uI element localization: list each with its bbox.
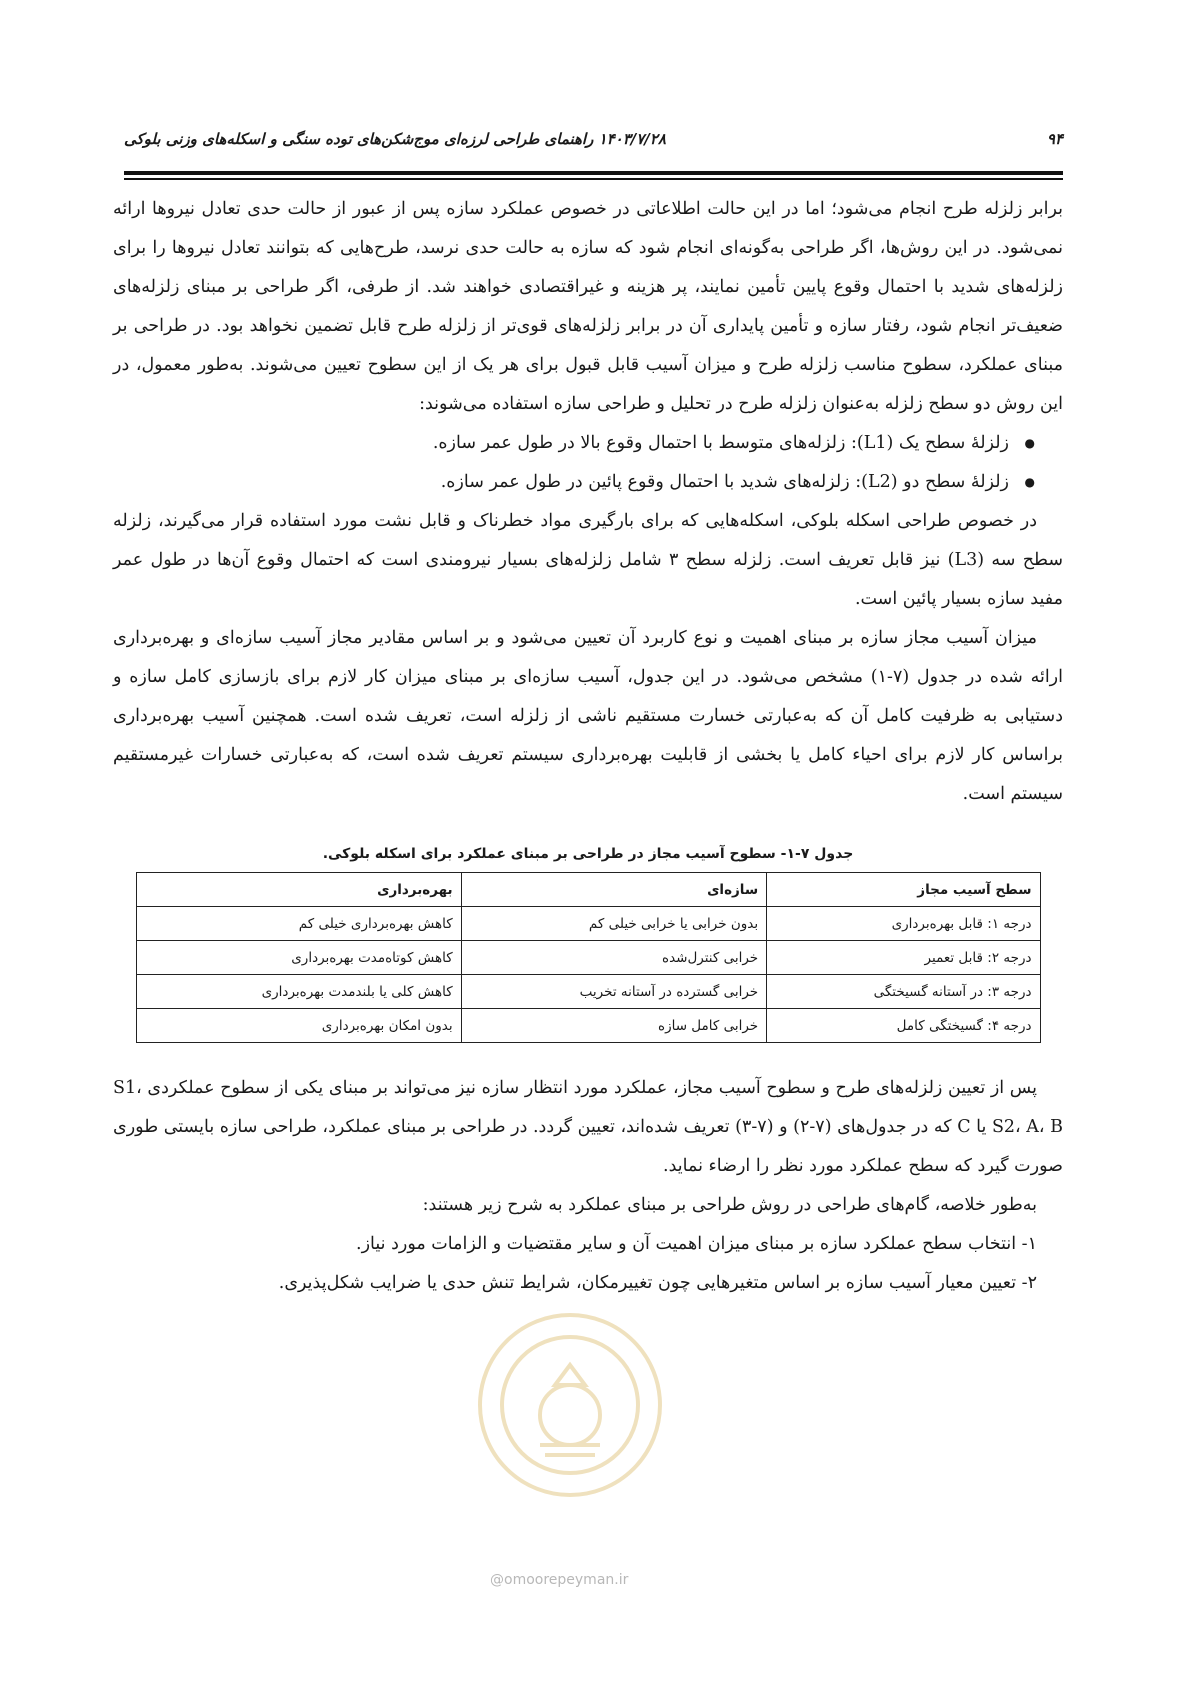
table-row (136, 907, 1040, 941)
design-step-2: ۲- تعیین معیار آسیب سازه بر اساس متغیرهایی چون تغییرمکان، شرایط تنش حدی یا ضرایب شکل‌پذیری. (278, 1273, 1037, 1293)
table-cell: خرابی کنترل‌شده (461, 941, 767, 975)
table-cell: کاهش کلی یا بلندمدت بهره‌برداری (136, 975, 461, 1009)
damage-levels-table (136, 872, 1041, 1043)
table-caption: جدول ۷-۱- سطوح آسیب مجاز در طراحی بر مبنای عملکرد برای اسکله بلوکی. (322, 846, 854, 862)
header-rule-thin (124, 178, 1063, 180)
table-cell: بدون خرابی یا خرابی خیلی کم (461, 907, 767, 941)
table-cell: بدون امکان بهره‌برداری (136, 1009, 461, 1043)
table-cell: درجه ۱: قابل بهره‌برداری (767, 907, 1040, 941)
table-row (136, 1009, 1040, 1043)
table-cell: درجه ۴: گسیختگی کامل (767, 1009, 1040, 1043)
watermark-seal-icon (470, 1305, 670, 1505)
page-number: ۹۴ (1046, 130, 1063, 148)
paragraph-4: پس از تعیین زلزله‌های طرح و سطوح آسیب مجاز، عملکرد مورد انتظار سازه نیز می‌تواند بر مبنای یکی از سطوح عملکردی S1، S2، A، B یا C که در جدول‌های (۷-۲) و (۷-۳) تعریف شده‌اند، تعیین گردد. در طراحی بر مبنای عملکرد، طراحی سازه بایستی طوری صورت گیرد که سطح عملکرد مورد نظر را ارضاء نماید. (113, 1078, 1063, 1176)
paragraph-3: میزان آسیب مجاز سازه بر مبنای اهمیت و نوع کاربرد آن تعیین می‌شود و بر اساس مقادیر مجاز آسیب سازه‌ای و بهره‌برداری ارائه شده در جدول (۷-۱) مشخص می‌شود. در این جدول، آسیب سازه‌ای بر مبنای میزان کار لازم برای بازسازی کامل سازه و دستیابی به ظرفیت کامل آن که به‌عبارتی خسارت مستقیم ناشی از زلزله است، تعریف شده است. همچنین آسیب بهره‌برداری براساس کار لازم برای احیاء کامل یا بخشی از قابلیت بهره‌برداری سیستم تعریف شده است، که به‌عبارتی خسارات غیرمستقیم سیستم است. (113, 628, 1063, 804)
paragraph-2: در خصوص طراحی اسکله بلوکی، اسکله‌هایی که برای بارگیری مواد خطرناک و قابل نشت مورد استفاده قرار می‌گیرند، زلزله سطح سه (L3) نیز قابل تعریف است. زلزله سطح ۳ شامل زلزله‌های بسیار نیرومندی است که احتمال وقوع آن‌ها در طول عمر مفید سازه بسیار پائین است. (113, 511, 1064, 609)
table-cell: درجه ۳: در آستانه گسیختگی (767, 975, 1040, 1009)
table-row (136, 941, 1040, 975)
table-cell: کاهش بهره‌برداری خیلی کم (136, 907, 461, 941)
table-cell: خرابی کامل سازه (461, 1009, 767, 1043)
header-rule-thick (124, 171, 1063, 175)
table-cell: کاهش کوتاه‌مدت بهره‌برداری (136, 941, 461, 975)
earthquake-levels-list (113, 424, 1063, 502)
table-header-cell: بهره‌برداری (136, 873, 461, 907)
paragraph-1: برابر زلزله طرح انجام می‌شود؛ اما در این حالت اطلاعاتی در خصوص عملکرد سازه پس از عبور از حالت حدی تعادل نیروها ارائه نمی‌شود. در این روش‌ها، اگر طراحی به‌گونه‌ای انجام شود که سازه به حالت حدی نرسد، طرح‌هایی که بتوانند تعادل نیروها را برای زلزله‌های شدید با احتمال وقوع پایین تأمین نمایند، پر هزینه و غیراقتصادی خواهند شد. از طرفی، اگر طراحی بر مبنای زلزله‌های ضعیف‌تر انجام شود، رفتار سازه و تأمین پایداری آن در برابر زلزله‌های قوی‌تر از زلزله طرح قابل تضمین نخواهد بود. در طراحی بر مبنای عملکرد، سطوح مناسب زلزله طرح و میزان آسیب قابل قبول برای هر یک از این سطوح تعیین می‌شوند. به‌طور معمول، در این روش دو سطح زلزله به‌عنوان زلزله طرح در تحلیل و طراحی سازه استفاده می‌شوند: (113, 199, 1063, 414)
table-cell: درجه ۲: قابل تعمیر (767, 941, 1040, 975)
table-header-cell: سازه‌ای (461, 873, 767, 907)
table-header-row (136, 873, 1040, 907)
watermark-url: @omoorepeyman.ir (490, 1572, 629, 1588)
table-cell: خرابی گسترده در آستانه تخریب (461, 975, 767, 1009)
table-row (136, 975, 1040, 1009)
table-header-cell: سطح آسیب مجاز (767, 873, 1040, 907)
design-step-1: ۱- انتخاب سطح عملکرد سازه بر مبنای میزان اهمیت آن و سایر مقتضیات و الزامات مورد نیاز. (356, 1234, 1037, 1254)
list-item-l1: ● زلزلهٔ سطح یک (L1): زلزله‌های متوسط با احتمال وقوع بالا در طول عمر سازه. (113, 424, 1037, 463)
paragraph-5: به‌طور خلاصه، گام‌های طراحی در روش طراحی بر مبنای عملکرد به شرح زیر هستند: (422, 1195, 1037, 1215)
page-body (113, 190, 1063, 1303)
running-title: ۱۴۰۳/۷/۲۸ راهنمای طراحی لرزه‌ای موج‌شکن‌های توده سنگی و اسکله‌های وزنی بلوکی (124, 130, 666, 148)
list-item-l2: ● زلزلهٔ سطح دو (L2): زلزله‌های شدید با احتمال وقوع پائین در طول عمر سازه. (113, 463, 1037, 502)
page-header (124, 130, 1063, 156)
